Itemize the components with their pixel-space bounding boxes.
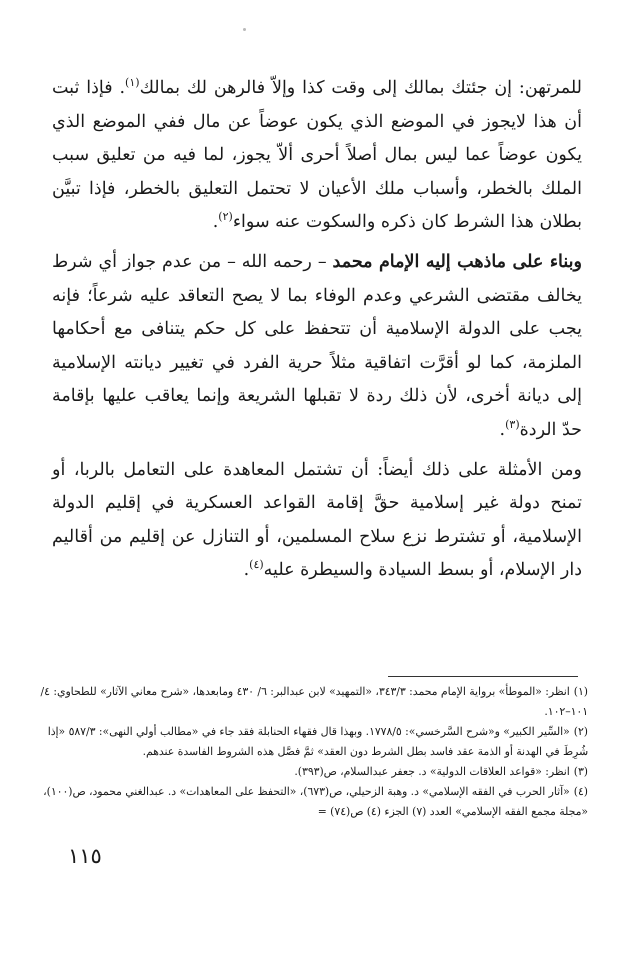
footnote-2	[40, 722, 588, 762]
footnote-2-text: «السِّير الكبير» و«شرح السَّرخسي»: ١٧٧٨/٥. وبهذا قال فقهاء الحنابلة فقد جاء في «مطالب أولي النهى»: ٥٨٧/٣ «إذا شُرِطَ في الهدنة أو الذمة عقد فاسد بطل الشرط دون العقد» ثمَّ فصَّل هذه الشروط الفاسدة عندهم.	[47, 725, 588, 758]
paragraph-3	[52, 454, 582, 588]
paragraph-3-text-a: ومن الأمثلة على ذلك أيضاً: أن تشتمل المعاهدة على التعامل بالربا، أو تمنح دولة غير إسلامية حقَّ إقامة القواعد العسكرية في إقليم الدولة الإسلامية، أو تشترط نزع سلاح المسلمين، أو التنازل عن إقليم من أقاليم دار الإسلام، أو بسط السيادة والسيطرة عليه	[52, 459, 582, 581]
footnote-3	[40, 762, 588, 782]
footnote-2-number: (٢)	[573, 725, 588, 738]
main-text	[52, 72, 582, 588]
footnote-4	[40, 782, 588, 822]
paragraph-1	[52, 72, 582, 240]
footnote-ref-4: (٤)	[249, 558, 264, 572]
footnote-1	[40, 682, 588, 722]
footnote-3-text: انظر: «قواعد العلاقات الدولية» د. جعفر عبدالسلام، ص(٣٩٣).	[294, 765, 570, 778]
footnote-ref-1: (١)	[125, 76, 140, 90]
paragraph-2-text-a: – رحمه الله – من عدم جواز أي شرط يخالف مقتضى الشرعي وعدم الوفاء بما لا يصح التعاقد عليه شرعاً؛ فإنه يجب على الدولة الإسلامية أن تتحفظ على كل حكم يتنافى مع أحكامها الملزمة، كما لو أقرَّت اتفاقية مثلاً حرية الفرد في تغيير ديانته الإسلامية إلى ديانة أخرى، لأن ذلك ردة لا تقبلها الشريعة وإنما يعاقب عليها بإقامة حدّ الردة	[52, 251, 582, 440]
footnotes	[40, 682, 588, 822]
footnote-1-number: (١)	[573, 685, 588, 698]
paragraph-2-text-b: .	[499, 419, 506, 440]
footnote-1-text: انظر: «الموطأ» برواية الإمام محمد: ٣٤٣/٣، «التمهيد» لابن عبدالبر: ٦/ ٤٣٠ ومابعدها، «شرح معاني الآثار» للطحاوي: ٤/ ١٠١–١٠٢.	[40, 685, 588, 718]
footnote-3-number: (٣)	[573, 765, 588, 778]
footnote-separator	[388, 676, 578, 677]
footnote-4-number: (٤)	[573, 785, 588, 798]
paragraph-1-text-b: . فإذا ثبت أن هذا لايجوز في الموضع الذي يكون عوضاً عن مال ففي الموضع الذي يكون عوضاً عما ليس بمال أصلاً أحرى ألاّ يجوز، لما فيه من تعليق سبب الملك بالخطر، وأسباب ملك الأعيان لا تحتمل التعليق بالخطر، فإذا تبيَّن بطلان هذا الشرط كان ذكره والسكوت عنه سواء	[52, 78, 582, 233]
footnote-4-text: «آثار الحرب في الفقه الإسلامي» د. وهبة الزحيلي، ص(٦٧٣)، «التحفظ على المعاهدات» د. عبدالغني محمود، ص(١٠٠)، «مجلة مجمع الفقه الإسلامي» العدد (٧) الجزء (٤) ص(٧٤) =	[43, 785, 588, 818]
footnote-ref-3: (٣)	[505, 418, 520, 432]
paragraph-1-text-c: .	[212, 212, 219, 233]
paragraph-2-bold-lead: وبناء على ماذهب إليه الإمام محمد	[332, 251, 582, 272]
paragraph-1-text-a: للمرتهن: إن جئتك بمالك إلى وقت كذا وإلاّ فالرهن لك بمالك	[139, 78, 582, 98]
page-number: ١١٥	[68, 844, 102, 868]
page-top-mark	[243, 28, 246, 31]
footnote-ref-2: (٢)	[218, 210, 233, 224]
paragraph-2	[52, 246, 582, 448]
paragraph-3-text-b: .	[243, 560, 250, 581]
